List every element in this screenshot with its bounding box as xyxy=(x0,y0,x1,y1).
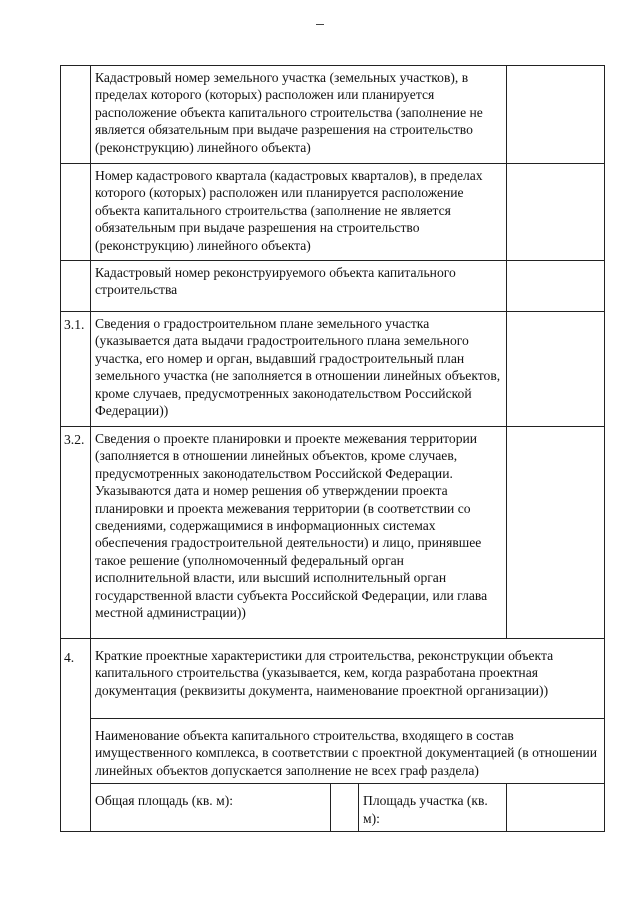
row-number-3-1: 3.1. xyxy=(61,312,91,427)
row-number-3-2: 3.2. xyxy=(61,427,91,639)
row-number xyxy=(61,66,91,164)
cadastral-plot-number-value[interactable] xyxy=(507,66,605,164)
table-row xyxy=(61,639,605,719)
permit-form-table xyxy=(60,65,605,832)
reconstructed-object-number-label: Кадастровый номер реконструируемого объекта капитального строительства xyxy=(91,261,507,312)
table-row xyxy=(61,427,605,639)
table-row xyxy=(61,261,605,312)
row-number xyxy=(61,261,91,312)
table-row xyxy=(61,784,605,832)
plot-area-label: Площадь участка (кв. м): xyxy=(359,784,507,832)
urban-plan-info-label: Сведения о градостроительном плане земельного участка (указывается дата выдачи градостроительного плана земельного участка, его номер и орган, выдавший градостроительный план земельного участка (не заполняется в отношении линейных объектов, кроме случаев, предусмотренных законодательством Российской Федерации)) xyxy=(91,312,507,427)
planning-project-info-label: Сведения о проекте планировки и проекте межевания территории (заполняется в отношении линейных объектов, кроме случаев, предусмотренных законодательством Российской Федерации. Указываются дата и номер решения об утверждении проекта планировки и проекта межевания территории (в соответствии со сведениями, содержащимися в информационных системах обеспечения градостроительной деятельности) и лицо, принявшее такое решение (уполномоченный федеральный орган исполнительной власти, или высший исполнительный орган государственной власти субъекта Российской Федерации, или глава местной администрации)) xyxy=(91,427,507,639)
table-row xyxy=(61,719,605,784)
page-mark xyxy=(316,24,324,25)
urban-plan-info-value[interactable] xyxy=(507,312,605,427)
plot-area-value[interactable] xyxy=(507,784,605,832)
row-number-4: 4. xyxy=(61,639,91,832)
table-row xyxy=(61,312,605,427)
object-name-label: Наименование объекта капитального строительства, входящего в состав имущественного комплекса, в соответствии с проектной документацией (в отношении линейных объектов допускается заполнение не всех граф раздела) xyxy=(91,719,605,784)
project-characteristics-header: Краткие проектные характеристики для строительства, реконструкции объекта капитального строительства (указывается, кем, когда разработана проектная документация (реквизиты документа, наименование проектной организации)) xyxy=(91,639,605,719)
total-area-value[interactable] xyxy=(331,784,359,832)
row-number xyxy=(61,164,91,261)
total-area-label: Общая площадь (кв. м): xyxy=(91,784,331,832)
table-row xyxy=(61,164,605,261)
cadastral-plot-number-label: Кадастровый номер земельного участка (земельных участков), в пределах которого (которых) расположен или планируется расположение объекта капитального строительства (заполнение не является обязательным при выдаче разрешения на строительство (реконструкцию) линейного объекта) xyxy=(91,66,507,164)
planning-project-info-value[interactable] xyxy=(507,427,605,639)
cadastral-quarter-number-label: Номер кадастрового квартала (кадастровых кварталов), в пределах которого (которых) расположен или планируется расположение объекта капитального строительства (заполнение не является обязательным при выдаче разрешения на строительство (реконструкцию) линейного объекта) xyxy=(91,164,507,261)
cadastral-quarter-number-value[interactable] xyxy=(507,164,605,261)
table-row xyxy=(61,66,605,164)
reconstructed-object-number-value[interactable] xyxy=(507,261,605,312)
